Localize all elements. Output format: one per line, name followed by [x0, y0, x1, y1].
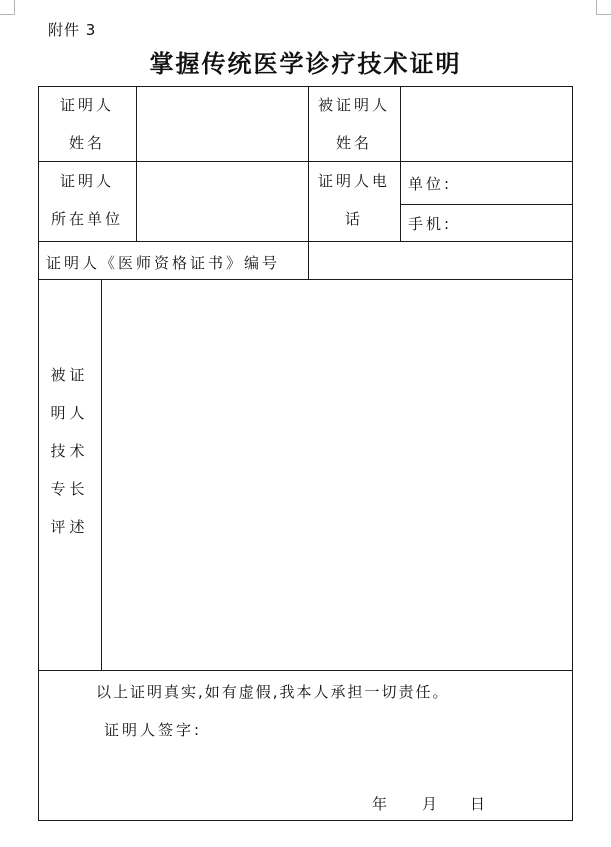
certified-person-name-field[interactable]	[401, 87, 572, 161]
phone-unit-field[interactable]	[458, 162, 572, 204]
evaluation-text-area[interactable]	[102, 280, 572, 670]
date-year-label: 年	[372, 795, 391, 813]
certifier-name-label-line2: 姓名	[68, 134, 105, 152]
license-number-label: 证明人《医师资格证书》编号	[46, 254, 281, 272]
certifier-name-field[interactable]	[137, 87, 308, 161]
certifier-name-label	[38, 86, 136, 162]
certified-person-name-label-line1: 被证明人	[317, 96, 390, 114]
certifier-name-label-line1: 证明人	[59, 96, 114, 114]
date-month-label: 月	[422, 795, 441, 813]
evaluation-label-line4: 专长	[50, 480, 89, 498]
page-corner-mark-left	[0, 0, 15, 15]
evaluation-label-line1: 被证	[50, 366, 89, 384]
table-border-right	[572, 86, 573, 821]
phone-unit-label: 单位:	[408, 175, 453, 193]
evaluation-label-line2: 明人	[50, 404, 89, 422]
page-corner-mark-right	[596, 0, 611, 15]
certifier-phone-label	[308, 162, 400, 238]
phone-mobile-field[interactable]	[458, 205, 572, 241]
evaluation-label-line3: 技术	[50, 442, 89, 460]
certifier-phone-label-line1: 证明人电	[317, 172, 390, 190]
attachment-label: 附件 3	[48, 21, 97, 39]
evaluation-label-line5: 评述	[50, 518, 89, 536]
certified-person-name-label	[308, 86, 400, 162]
declaration-text: 以上证明真实,如有虚假,我本人承担一切责任。	[96, 683, 450, 701]
license-number-field[interactable]	[309, 242, 572, 279]
date-day-label: 日	[470, 795, 489, 813]
certifier-unit-field[interactable]	[137, 162, 308, 241]
certified-person-name-label-line2: 姓名	[335, 134, 372, 152]
row-divider-4	[38, 670, 573, 671]
table-border-bottom	[38, 820, 573, 821]
signature-field[interactable]	[218, 708, 558, 748]
certifier-unit-label-line1: 证明人	[59, 172, 114, 190]
document-title: 掌握传统医学诊疗技术证明	[149, 49, 462, 78]
phone-mobile-label: 手机:	[408, 215, 453, 233]
certifier-unit-label	[38, 162, 136, 238]
certifier-phone-label-line2: 话	[344, 210, 363, 228]
certifier-unit-label-line2: 所在单位	[50, 210, 123, 228]
certificate-form-table	[38, 86, 573, 821]
signature-label: 证明人签字:	[104, 721, 203, 739]
evaluation-label	[38, 356, 101, 546]
